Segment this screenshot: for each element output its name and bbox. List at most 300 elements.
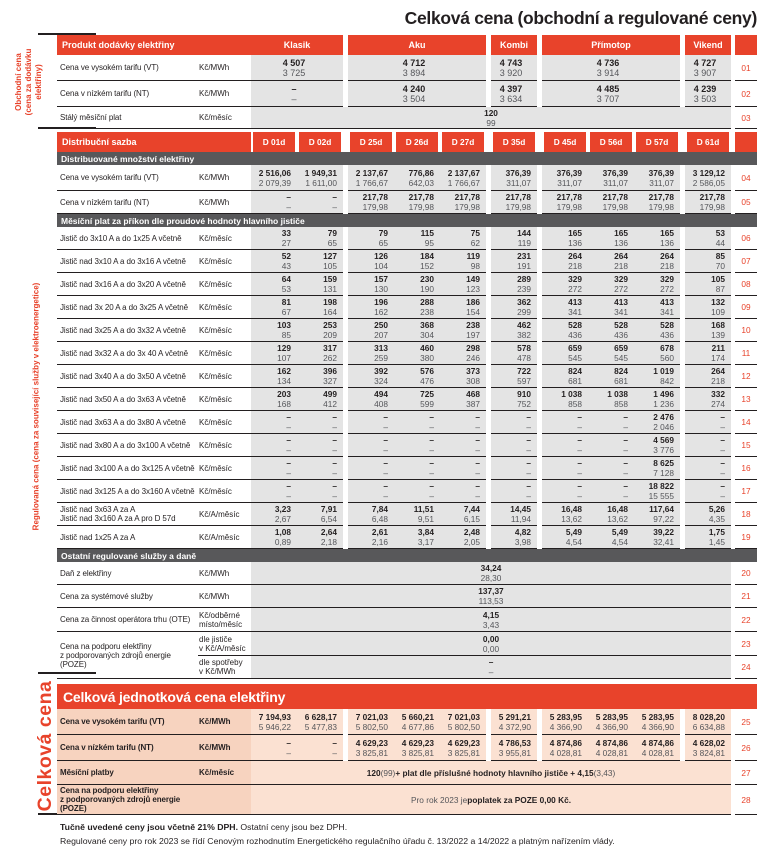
value-low: 4 028,81 xyxy=(595,747,628,758)
value-cell xyxy=(251,365,297,388)
row-unit xyxy=(198,785,251,815)
value-high: 824 xyxy=(568,366,582,376)
row-26 xyxy=(57,735,757,761)
row-bar xyxy=(57,214,757,227)
value-high: 6 628,17 xyxy=(304,711,337,722)
value-high: 79 xyxy=(327,228,337,238)
row-label: Jistič nad 3x 20 A a do 3x25 A včetně xyxy=(57,296,198,319)
value-cell xyxy=(588,365,634,388)
value-cell xyxy=(685,388,731,411)
value-high: 53 xyxy=(715,228,725,238)
value-high: – xyxy=(383,481,388,491)
value-low: 218 xyxy=(711,376,725,386)
value-cell xyxy=(588,480,634,503)
value-cell xyxy=(685,457,731,480)
value-low: 104 xyxy=(374,261,388,271)
row-number: 28 xyxy=(735,785,757,815)
value-cell xyxy=(394,319,440,342)
value-low: 1,45 xyxy=(708,537,725,547)
value-high: 1 949,31 xyxy=(304,167,337,178)
value-cell xyxy=(348,365,394,388)
value-cell xyxy=(634,165,680,191)
row-unit: Kč/MWh xyxy=(198,709,251,735)
footnote-line-1 xyxy=(60,821,757,835)
value-low: 3 825,81 xyxy=(447,747,480,758)
row-unit: dle jističe v Kč/A/měsíc xyxy=(198,632,251,656)
value-high: 2,64 xyxy=(320,527,337,537)
band-text-segment: + plat dle příslušné hodnoty hlavního jističe + 4,15 xyxy=(395,767,594,778)
value-high: – xyxy=(332,458,337,468)
value-cell xyxy=(542,81,680,107)
value-high: 39,22 xyxy=(653,527,674,537)
value-cell xyxy=(685,434,731,457)
value-low: 70 xyxy=(715,261,725,271)
row-label: Jistič nad 3x63 A a do 3x80 A včetně xyxy=(57,411,198,434)
value-high: – xyxy=(286,435,291,445)
value-high: 528 xyxy=(614,320,628,330)
section-bar-label: Měsíční plat za příkon dle proudové hodnoty hlavního jističe xyxy=(61,215,305,226)
value-high: – xyxy=(577,481,582,491)
value-cell xyxy=(491,411,537,434)
value-high: 1,08 xyxy=(274,527,291,537)
value-cell xyxy=(685,411,731,434)
value-low: 3,43 xyxy=(482,619,500,630)
value-low: 6,15 xyxy=(463,514,480,524)
value-cell xyxy=(542,250,588,273)
row-label: Jistič nad 3x100 A a do 3x125 A včetně xyxy=(57,457,198,480)
value-high: 910 xyxy=(517,389,531,399)
row-unit: dle spotřeby v Kč/MWh xyxy=(198,656,251,679)
value-cell xyxy=(588,191,634,214)
value-low: 681 xyxy=(614,376,628,386)
value-low: 408 xyxy=(374,399,388,409)
value-low: 62 xyxy=(470,238,480,248)
value-cell xyxy=(634,319,680,342)
value-high: 79 xyxy=(378,228,388,238)
value-high: 198 xyxy=(323,297,337,307)
value-band xyxy=(251,585,731,608)
product-header-klasik: Klasik xyxy=(251,35,343,55)
value-low: – xyxy=(577,445,582,455)
row-label: Daň z elektřiny xyxy=(57,562,198,585)
value-cell xyxy=(440,526,486,549)
value-band xyxy=(251,785,731,815)
value-high: – xyxy=(623,481,628,491)
row-number: 25 xyxy=(735,709,757,735)
row-number: 05 xyxy=(735,191,757,214)
value-cell xyxy=(542,273,588,296)
row-12 xyxy=(57,365,757,388)
value-low: 341 xyxy=(568,307,582,317)
row-label: Cena ve vysokém tarifu (VT) xyxy=(57,55,198,81)
row-05 xyxy=(57,191,757,214)
value-high: 52 xyxy=(281,251,291,261)
product-header-přímotop: Přímotop xyxy=(542,35,680,55)
value-cell xyxy=(297,526,343,549)
value-low: – xyxy=(720,468,725,478)
value-high: 157 xyxy=(374,274,388,284)
row-unit: Kč/MWh xyxy=(198,191,251,214)
value-low: 2 079,39 xyxy=(258,177,291,188)
tariff-header-d35d: D 35d xyxy=(493,132,535,152)
value-high: – xyxy=(623,435,628,445)
value-cell xyxy=(542,411,588,434)
value-low: 209 xyxy=(323,330,337,340)
value-cell xyxy=(297,319,343,342)
value-low: 436 xyxy=(660,330,674,340)
value-low: 134 xyxy=(277,376,291,386)
value-cell xyxy=(297,296,343,319)
value-high: 1 038 xyxy=(607,389,628,399)
row-number: 24 xyxy=(735,656,757,679)
value-cell xyxy=(440,503,486,526)
value-cell xyxy=(394,296,440,319)
value-cell xyxy=(491,191,537,214)
row-number: 02 xyxy=(735,81,757,107)
value-cell xyxy=(251,411,297,434)
value-cell xyxy=(348,319,394,342)
value-high: – xyxy=(475,481,480,491)
value-low: 179,98 xyxy=(699,202,725,212)
row-label: Jistič do 3x10 A a do 1x25 A včetně xyxy=(57,227,198,250)
value-low: 752 xyxy=(517,399,531,409)
value-cell xyxy=(491,55,537,81)
row-13 xyxy=(57,388,757,411)
value-cell xyxy=(394,526,440,549)
value-cell xyxy=(542,365,588,388)
value-cell xyxy=(588,273,634,296)
value-cell xyxy=(588,227,634,250)
row-09 xyxy=(57,296,757,319)
value-cell xyxy=(348,296,394,319)
row-number: 12 xyxy=(735,365,757,388)
value-low: 67 xyxy=(281,307,291,317)
value-low: 259 xyxy=(374,353,388,363)
value-high: 217,78 xyxy=(602,192,628,202)
value-high: 105 xyxy=(711,274,725,284)
value-low: 4,35 xyxy=(708,514,725,524)
row-unit: Kč/měsíc xyxy=(198,342,251,365)
row-28 xyxy=(57,785,757,815)
value-cell xyxy=(634,342,680,365)
value-low: – xyxy=(488,667,494,677)
value-low: 311,07 xyxy=(557,177,582,188)
value-low: 218 xyxy=(614,261,628,271)
row-label: Cena ve vysokém tarifu (VT) xyxy=(57,709,198,735)
value-cell xyxy=(685,365,731,388)
value-high: 4 629,23 xyxy=(447,737,480,748)
value-high: 203 xyxy=(277,389,291,399)
value-high: 264 xyxy=(568,251,582,261)
value-high: 376,39 xyxy=(648,167,674,178)
value-high: 494 xyxy=(374,389,388,399)
value-low: 4,54 xyxy=(565,537,582,547)
row-17 xyxy=(57,480,757,503)
value-cell xyxy=(588,434,634,457)
tariff-header-cell xyxy=(491,132,537,152)
value-high: 5 660,21 xyxy=(401,711,434,722)
value-high: – xyxy=(332,192,337,202)
value-cell xyxy=(685,81,731,107)
row-label: Cena na podporu elektřiny z podporovaných zdrojů energie (POZE) xyxy=(57,785,198,815)
value-cell xyxy=(542,388,588,411)
value-cell xyxy=(491,227,537,250)
footnote-line-2: Regulované ceny pro rok 2023 se řídí Cenovým rozhodnutím Energetického regulačního úřadu č. 13/2022 a 14/2022 a platným nařízením vlády. xyxy=(60,835,615,846)
value-low: 246 xyxy=(466,353,480,363)
value-cell xyxy=(251,434,297,457)
value-high: 217,78 xyxy=(556,192,582,202)
value-cell xyxy=(588,250,634,273)
value-high: 4 727 xyxy=(693,57,717,68)
value-low: 2,16 xyxy=(371,537,388,547)
row-label: Cena ve vysokém tarifu (VT) xyxy=(57,165,198,191)
value-cell xyxy=(685,526,731,549)
value-cell xyxy=(440,365,486,388)
value-low: 15 555 xyxy=(648,491,674,501)
value-low: 179,98 xyxy=(602,202,628,212)
value-cell xyxy=(685,296,731,319)
value-high: 16,48 xyxy=(607,504,628,514)
value-cell xyxy=(542,191,588,214)
row-unit: Kč/MWh xyxy=(198,735,251,761)
value-high: 16,48 xyxy=(561,504,582,514)
row-unit: Kč/měsíc xyxy=(198,411,251,434)
value-cell xyxy=(542,319,588,342)
value-high: 329 xyxy=(614,274,628,284)
value-high: 14,45 xyxy=(510,504,531,514)
tariff-header-d56d: D 56d xyxy=(590,132,632,152)
value-high: – xyxy=(475,435,480,445)
value-cell xyxy=(251,227,297,250)
value-cell xyxy=(440,191,486,214)
tariff-header-cell xyxy=(394,132,440,152)
value-high: – xyxy=(332,481,337,491)
value-high: 413 xyxy=(568,297,582,307)
row-15 xyxy=(57,434,757,457)
row-label: Jistič nad 3x125 A a do 3x160 A včetně xyxy=(57,480,198,503)
value-low: 139 xyxy=(711,330,725,340)
value-cell xyxy=(542,735,588,761)
value-low: 7 128 xyxy=(653,468,674,478)
value-low: 272 xyxy=(660,284,674,294)
value-cell xyxy=(634,434,680,457)
value-low: – xyxy=(475,468,480,478)
row-number: 15 xyxy=(735,434,757,457)
value-cell xyxy=(251,457,297,480)
value-cell xyxy=(542,55,680,81)
row-number: 08 xyxy=(735,273,757,296)
value-high: 34,24 xyxy=(480,563,502,573)
value-high: 132 xyxy=(711,297,725,307)
value-low: 299 xyxy=(517,307,531,317)
value-cell xyxy=(251,735,297,761)
value-low: – xyxy=(291,93,297,104)
value-high: 159 xyxy=(323,274,337,284)
tariff-header-d26d: D 26d xyxy=(396,132,438,152)
value-high: 4,82 xyxy=(514,527,531,537)
value-low: 324 xyxy=(374,376,388,386)
value-cell xyxy=(491,709,537,735)
value-high: 264 xyxy=(660,251,674,261)
value-high: 528 xyxy=(568,320,582,330)
value-low: 27 xyxy=(281,238,291,248)
value-high: 824 xyxy=(614,366,628,376)
value-low: 136 xyxy=(660,238,674,248)
row-number: 07 xyxy=(735,250,757,273)
value-high: 217,78 xyxy=(699,192,725,202)
row-11 xyxy=(57,342,757,365)
value-high: 33 xyxy=(281,228,291,238)
value-high: – xyxy=(720,435,725,445)
value-cell xyxy=(491,165,537,191)
value-high: 528 xyxy=(660,320,674,330)
value-cell xyxy=(251,526,297,549)
value-high: 460 xyxy=(420,343,434,353)
value-high: 8 625 xyxy=(653,458,674,468)
value-high: – xyxy=(623,458,628,468)
value-low: 3 825,81 xyxy=(355,747,388,758)
value-low: 107 xyxy=(277,353,291,363)
value-cell xyxy=(491,480,537,503)
value-cell xyxy=(440,480,486,503)
value-cell xyxy=(440,434,486,457)
value-low: 123 xyxy=(466,284,480,294)
value-low: 53 xyxy=(281,284,291,294)
value-high: 396 xyxy=(323,366,337,376)
value-low: 4 677,86 xyxy=(401,721,434,732)
value-cell xyxy=(440,165,486,191)
value-low: – xyxy=(526,491,531,501)
value-low: 44 xyxy=(715,238,725,248)
value-low: – xyxy=(332,445,337,455)
value-low: 2,05 xyxy=(463,537,480,547)
value-low: 109 xyxy=(711,307,725,317)
value-low: – xyxy=(383,445,388,455)
value-cell xyxy=(297,365,343,388)
value-high: 298 xyxy=(466,343,480,353)
value-low: 311,07 xyxy=(649,177,674,188)
value-high: 4 239 xyxy=(693,83,717,94)
value-high: 126 xyxy=(374,251,388,261)
value-high: 4 629,23 xyxy=(355,737,388,748)
value-low: 560 xyxy=(660,353,674,363)
value-high: 3,23 xyxy=(274,504,291,514)
number-column-header xyxy=(735,35,757,55)
poze-subrows xyxy=(198,632,757,679)
band-text-segment: 120 xyxy=(366,767,381,778)
row-18 xyxy=(57,503,757,526)
row-number: 21 xyxy=(735,585,757,608)
value-low: 32,41 xyxy=(653,537,674,547)
value-low: 599 xyxy=(420,399,434,409)
value-low: 190 xyxy=(420,284,434,294)
value-low: 545 xyxy=(614,353,628,363)
value-high: 8 028,20 xyxy=(692,711,725,722)
tariff-header-d45d: D 45d xyxy=(544,132,586,152)
value-low: 131 xyxy=(323,284,337,294)
total-section-label: Celková jednotková cena elektřiny xyxy=(63,688,286,705)
value-high: 332 xyxy=(711,389,725,399)
value-high: 119 xyxy=(466,251,480,261)
product-header-vikend: Vikend xyxy=(685,35,731,55)
value-cell xyxy=(348,273,394,296)
value-cell xyxy=(440,273,486,296)
row-24 xyxy=(198,656,757,679)
row-14 xyxy=(57,411,757,434)
value-low: 681 xyxy=(568,376,582,386)
value-low: 308 xyxy=(466,376,480,386)
value-low: – xyxy=(429,491,434,501)
row-label: Cena na podporu elektřiny z podporovaných zdrojů energie (POZE) xyxy=(57,632,198,679)
value-low: 304 xyxy=(420,330,434,340)
value-low: 197 xyxy=(466,330,480,340)
value-cell xyxy=(685,319,731,342)
value-high: 137,37 xyxy=(478,586,504,596)
value-low: 412 xyxy=(323,399,337,409)
value-low: – xyxy=(286,422,291,432)
value-band xyxy=(251,761,731,785)
value-cell xyxy=(440,342,486,365)
value-low: – xyxy=(429,445,434,455)
row-27 xyxy=(57,761,757,785)
value-cell xyxy=(297,434,343,457)
value-high: 4 874,86 xyxy=(549,737,582,748)
value-high: – xyxy=(720,412,725,422)
value-low: 28,30 xyxy=(480,573,502,583)
value-high: – xyxy=(429,481,434,491)
value-high: 576 xyxy=(420,366,434,376)
value-cell xyxy=(297,227,343,250)
value-cell xyxy=(394,191,440,214)
value-high: 18 822 xyxy=(648,481,674,491)
row-unit: Kč/A/měsíc xyxy=(198,503,251,526)
value-high: 1 038 xyxy=(561,389,582,399)
value-high: 5,49 xyxy=(565,527,582,537)
row-label: Jistič nad 3x80 A a do 3x100 A včetně xyxy=(57,434,198,457)
value-low: 1 766,67 xyxy=(447,177,480,188)
value-cell xyxy=(251,503,297,526)
value-low: 5 802,50 xyxy=(447,721,480,732)
band-text-segment: (99) xyxy=(380,767,396,778)
value-high: 376,39 xyxy=(505,167,531,178)
row-label: Jistič nad 3x32 A a do 3x 40 A včetně xyxy=(57,342,198,365)
value-cell xyxy=(251,296,297,319)
tariff-header-cell xyxy=(440,132,486,152)
value-high: 1,75 xyxy=(708,527,725,537)
value-high: 7 021,03 xyxy=(447,711,480,722)
value-low: 387 xyxy=(466,399,480,409)
value-cell xyxy=(588,735,634,761)
value-low: 4 366,90 xyxy=(641,721,674,732)
value-high: 776,86 xyxy=(408,167,434,178)
value-cell xyxy=(251,342,297,365)
value-high: 11,51 xyxy=(413,504,434,514)
value-low: 5 477,83 xyxy=(304,721,337,732)
value-cell xyxy=(588,503,634,526)
value-high: 264 xyxy=(711,366,725,376)
value-cell xyxy=(297,735,343,761)
row-25 xyxy=(57,709,757,735)
value-low: 545 xyxy=(568,353,582,363)
value-cell xyxy=(685,342,731,365)
value-high: 7,84 xyxy=(371,504,388,514)
value-high: 129 xyxy=(277,343,291,353)
value-high: 4 569 xyxy=(653,435,674,445)
row-label: Jistič nad 3x40 A a do 3x50 A včetně xyxy=(57,365,198,388)
value-high: 288 xyxy=(420,297,434,307)
value-cell xyxy=(685,55,731,81)
tariff-header-d01d: D 01d xyxy=(253,132,295,152)
